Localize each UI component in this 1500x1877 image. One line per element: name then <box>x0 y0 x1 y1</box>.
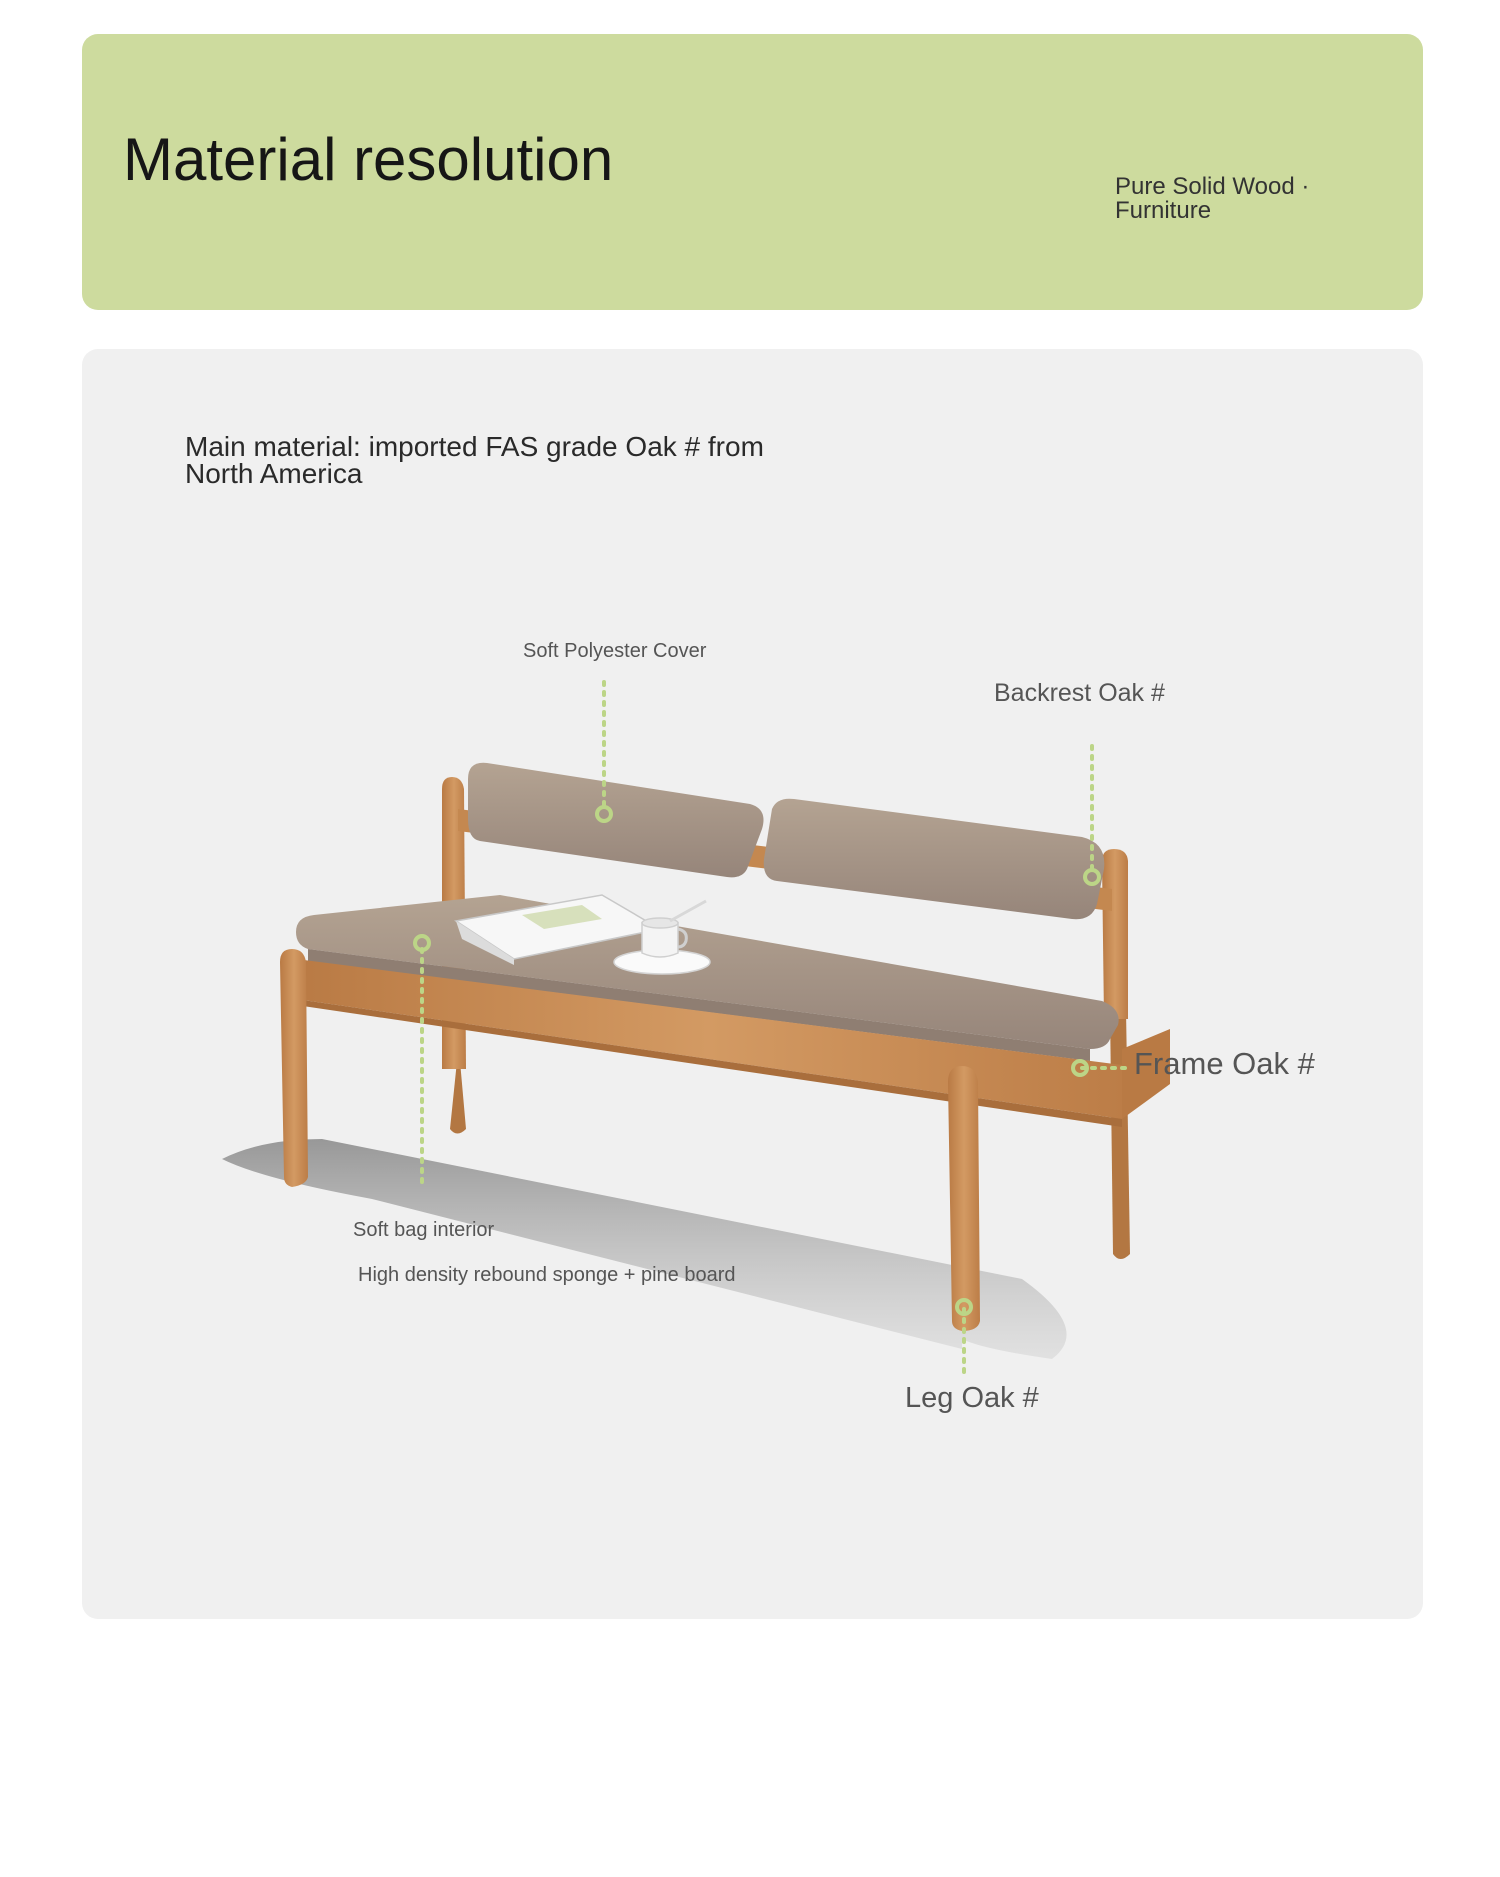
front-leg-left <box>280 949 308 1187</box>
material-panel <box>82 349 1423 1619</box>
callout-sponge: High density rebound sponge + pine board <box>358 1264 736 1286</box>
header-banner <box>82 34 1423 310</box>
floor-shadow <box>222 1139 1067 1359</box>
callout-frame: Frame Oak # <box>1134 1046 1315 1081</box>
back-cushion-left <box>468 763 764 878</box>
page-title: Material resolution <box>123 126 614 193</box>
back-leg-right <box>1110 1009 1130 1259</box>
front-leg-right <box>948 1066 980 1331</box>
callout-polyester-cover: Soft Polyester Cover <box>523 640 707 662</box>
callout-backrest: Backrest Oak # <box>994 679 1165 707</box>
main-material-text: Main material: imported FAS grade Oak # from North America <box>185 431 764 489</box>
callout-bag-interior: Soft bag interior <box>353 1219 495 1241</box>
spoon-icon <box>670 901 706 921</box>
bench-illustration <box>82 349 1423 1619</box>
back-leg-left <box>450 1061 466 1134</box>
callout-leg: Leg Oak # <box>905 1382 1039 1414</box>
header-tagline: Pure Solid Wood · Furniture <box>1115 173 1310 224</box>
back-cushion-right <box>764 799 1105 919</box>
backrest-post-right <box>1102 849 1128 1019</box>
